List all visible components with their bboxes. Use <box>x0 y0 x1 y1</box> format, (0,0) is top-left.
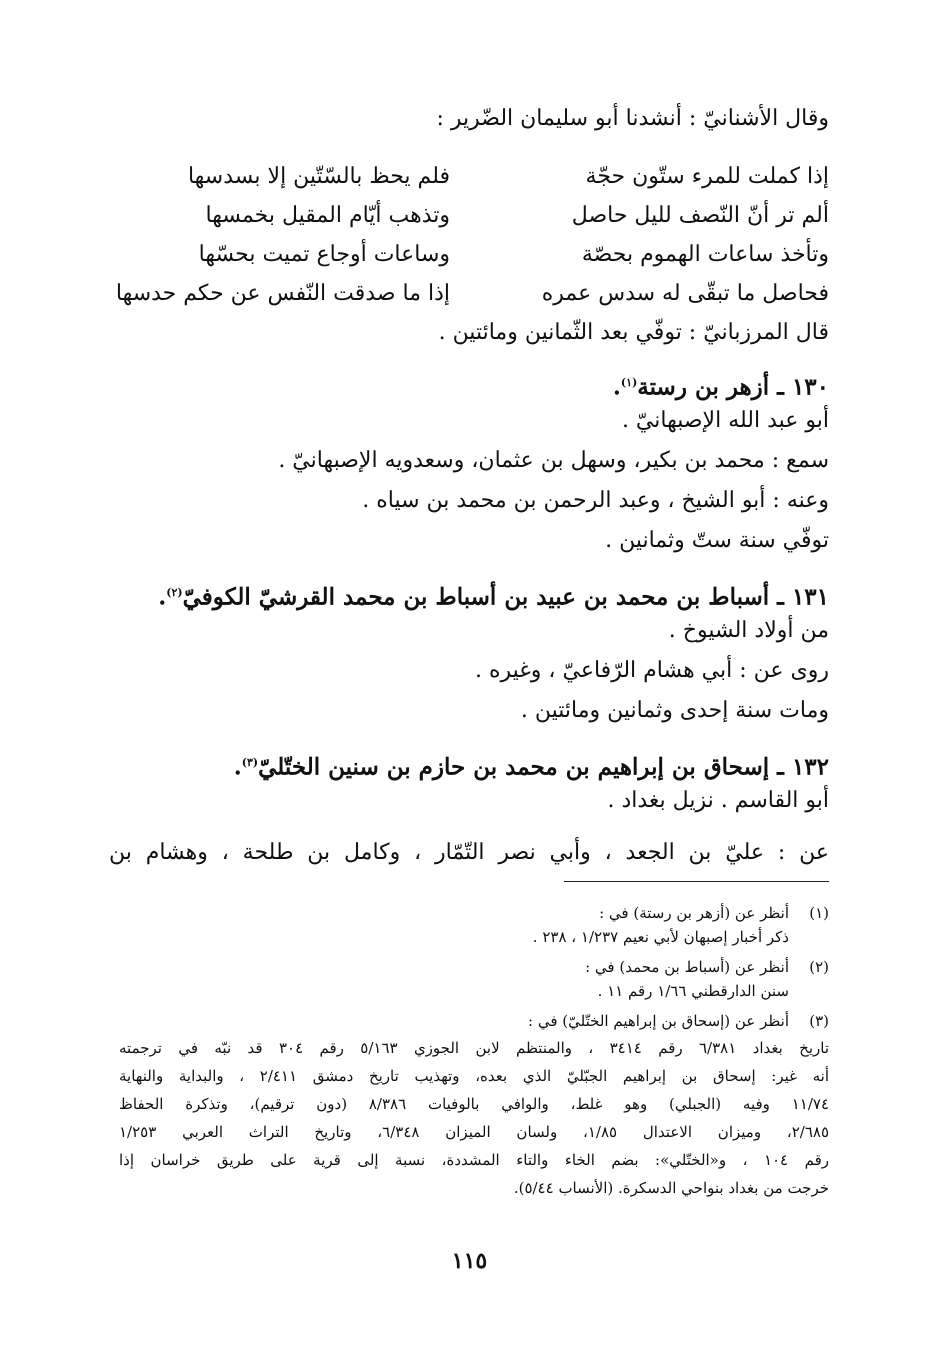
verse-hemistich-left: فلم يحظ بالسّتّين إلا بسدسها <box>187 164 450 189</box>
verse-hemistich-right: إذا كملت للمرء ستّون حجّة <box>585 164 829 189</box>
entry-line: ومات سنة إحدى وثمانين ومائتين . <box>520 698 829 723</box>
entry-heading-end: . <box>233 753 242 781</box>
entry-heading-end: . <box>158 583 167 611</box>
intro-line: وقال الأشنانيّ : أنشدنا أبو سليمان الضّرير : <box>436 106 829 131</box>
page-number: ١١٥ <box>451 1248 488 1274</box>
entry-heading-text: ١٣٢ ـ إسحاق بن إبراهيم بن محمد بن حازم بن سنين الختّليّ <box>258 753 829 781</box>
verse-hemistich-right: وتأخذ ساعات الهموم بحصّة <box>581 242 829 267</box>
entry-line: أبو عبد الله الإصبهانيّ . <box>621 408 829 433</box>
footnote-number: (١) <box>809 904 829 922</box>
footnote-line: خرجت من بغداد بنواحي الدسكرة. (الأنساب ٥/٤٤). <box>513 1179 829 1197</box>
footnote-number: (٣) <box>809 1012 829 1030</box>
entry-heading-end: . <box>612 373 621 401</box>
footnote-line: ١١/٧٤ وفيه (الجبلي) وهو غلط، والوافي بالوفيات ٨/٣٨٦ (دون ترقيم)، وتذكرة الحفاظ <box>119 1095 829 1113</box>
footnote-line: تاريخ بغداد ٦/٣٨١ رقم ٣٤١٤ ، والمنتظم لابن الجوزي ٥/١٦٣ رقم ٣٠٤ قد نبّه في ترجمته <box>119 1039 830 1057</box>
verse-hemistich-right: فحاصل ما تبقّى له سدس عمره <box>541 281 829 306</box>
footnote-ref: (٢) <box>166 586 183 599</box>
footnote-ref: (٣) <box>241 756 259 769</box>
entry-line: روى عن : أبي هشام الرّفاعيّ ، وغيره . <box>475 658 829 683</box>
entry-heading <box>109 578 829 613</box>
footnote-separator <box>564 881 829 882</box>
verse-hemistich-right: ألم تر أنّ النّصف لليل حاصل <box>571 203 829 228</box>
footnote-line: رقم ١٠٤ ، و«الختّلي»: بضم الخاء والتاء المشددة، نسبة إلى قرية على طريق خراسان إذا <box>119 1151 829 1169</box>
verse-hemistich-left: وتذهب أيّام المقيل بخمسها <box>205 203 450 228</box>
death-note: قال المرزبانيّ : توفّي بعد الثّمانين ومائتين . <box>438 320 829 345</box>
footnote-ref: (١) <box>620 376 638 389</box>
entry-line: وعنه : أبو الشيخ ، وعبد الرحمن بن محمد بن سياه . <box>362 488 829 513</box>
entry-line: من أولاد الشيوخ . <box>668 618 829 643</box>
footnote-line: ذكر أخبار إصبهان لأبي نعيم ١/٢٣٧ ، ٢٣٨ . <box>532 928 789 946</box>
entry-line: توفّي سنة ستّ وثمانين . <box>605 528 829 553</box>
entry-heading-text: ١٣٠ ـ أزهر بن رستة <box>637 373 829 401</box>
footnote-number: (٢) <box>809 958 829 976</box>
entry-heading <box>109 368 829 403</box>
entry-heading <box>109 748 829 783</box>
footnote-line: أنظر عن (إسحاق بن إبراهيم الختّليّ) في : <box>528 1012 789 1030</box>
footnote-line: أنظر عن (أزهر بن رستة) في : <box>599 904 789 922</box>
verse-hemistich-left: إذا ما صدقت النّفس عن حكم حدسها <box>115 281 450 306</box>
entry-line: أبو القاسم . نزيل بغداد . <box>607 788 829 813</box>
verse-hemistich-left: وساعات أوجاع تميت بحسّها <box>198 242 450 267</box>
footnote-line: أنظر عن (أسباط بن محمد) في : <box>585 958 789 976</box>
entry-line-continued: عن : عليّ بن الجعد ، وأبي نصر التّمّار ، وكامل بن طلحة ، وهشام بن <box>109 840 829 865</box>
footnote-line: أنه غير: إسحاق بن إبراهيم الجبّليّ الذي بعده، وتهذيب تاريخ دمشق ٢/٤١١ ، والبداية والنهاية <box>119 1067 829 1085</box>
entry-heading-text: ١٣١ ـ أسباط بن محمد بن عبيد بن أسباط بن محمد القرشيّ الكوفيّ <box>182 583 829 611</box>
footnote-line: ٢/٦٨٥، وميزان الاعتدال ١/٨٥، ولسان الميزان ٦/٣٤٨، وتاريخ التراث العربي ١/٢٥٣ <box>119 1123 829 1141</box>
entry-line: سمع : محمد بن بكير، وسهل بن عثمان، وسعدويه الإصبهانيّ . <box>278 448 829 473</box>
footnote-line: سنن الدارقطني ١/٦٦ رقم ١١ . <box>597 982 789 1000</box>
